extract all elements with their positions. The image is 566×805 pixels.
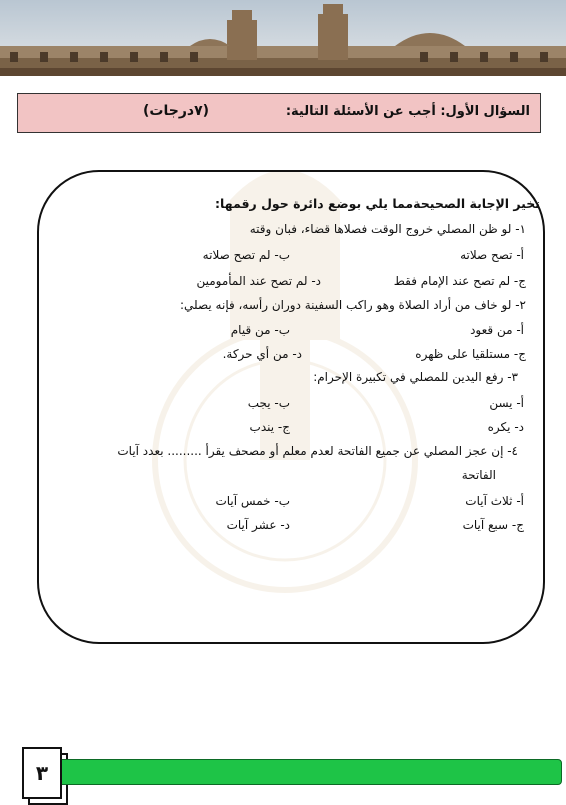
- question-4-option-b[interactable]: ب- خمس آيات: [215, 494, 290, 508]
- instruction-text: تخير الإجابة الصحيحةمما يلي بوضع دائرة حول رقمها:: [215, 196, 540, 211]
- question-4-text-continued: الفاتحة: [461, 468, 496, 482]
- footer-bar: [58, 759, 562, 785]
- question-3-option-c[interactable]: ج- يندب: [249, 420, 290, 434]
- question-1-option-b[interactable]: ب- لم تصح صلاته: [202, 248, 290, 262]
- question-1-option-d[interactable]: د- لم تصح عند المأمومين: [196, 274, 321, 288]
- question-title: السؤال الأول: أجب عن الأسئلة التالية:: [285, 104, 530, 119]
- question-4-text: ٤- إن عجز المصلي عن جميع الفاتحة لعدم معلم أو مصحف يقرأ ......... بعدد آيات: [117, 444, 518, 458]
- question-4-option-d[interactable]: د- عشر آيات: [226, 518, 290, 532]
- mosque-banner-image: [0, 0, 566, 76]
- question-2-option-d[interactable]: د- من أي حركة.: [222, 347, 302, 361]
- page-number: ٣: [22, 747, 62, 799]
- question-3-text: ٣- رفع اليدين للمصلي في تكبيرة الإحرام:: [313, 370, 518, 384]
- question-3-option-b[interactable]: ب- يجب: [247, 396, 290, 410]
- question-2-option-c[interactable]: ج- مستلقيا على ظهره: [415, 347, 526, 361]
- question-header: [17, 93, 541, 133]
- question-2-option-b[interactable]: ب- من قيام: [230, 323, 290, 337]
- question-1-option-a[interactable]: أ- تصح صلاته: [460, 248, 524, 262]
- question-3-option-a[interactable]: أ- يسن: [489, 396, 524, 410]
- question-1-option-c[interactable]: ج- لم تصح عند الإمام فقط: [393, 274, 526, 288]
- question-3-option-d[interactable]: د- يكره: [487, 420, 524, 434]
- question-2-text: ٢- لو خاف من أراد الصلاة وهو راكب السفينة دوران رأسه، فإنه يصلي:: [179, 298, 526, 312]
- questions-box: [37, 170, 545, 644]
- question-4-option-c[interactable]: ج- سبع آيات: [462, 518, 524, 532]
- question-4-option-a[interactable]: أ- ثلاث آيات: [465, 494, 524, 508]
- question-1-text: ١- لو ظن المصلي خروج الوقت فصلاها قضاء، فبان وقته: [249, 222, 526, 236]
- question-2-option-a[interactable]: أ- من قعود: [470, 323, 524, 337]
- question-marks: (٧درجات): [143, 103, 210, 119]
